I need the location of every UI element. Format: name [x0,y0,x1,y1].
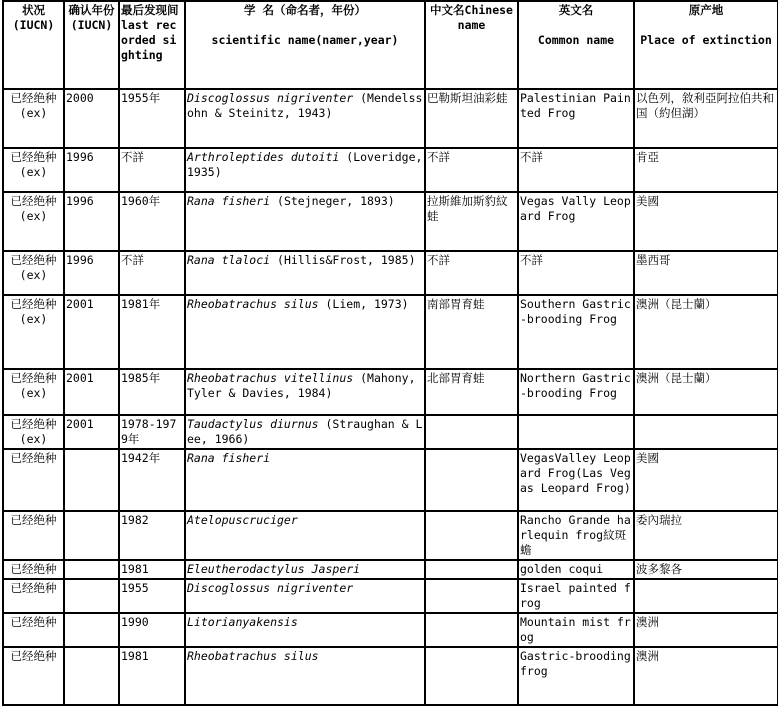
header-status: 状况 (IUCN) [3,1,64,89]
chinese-name-cell [425,415,518,449]
place-cell [634,415,778,449]
author-year: (Liem, 1973) [325,297,409,311]
common-name-cell: 不詳 [518,148,634,192]
place-cell: 以色列，敘利亞阿拉伯共和国（約但湖） [634,89,778,148]
chinese-name-cell: 南部胃育蛙 [425,295,518,369]
scientific-name-cell [185,251,425,295]
header-scientific-name: 学 名（命名者，年份） scientific name(namer,year) [185,1,425,89]
species-name: Rheobatrachus vitellinus [187,371,354,385]
table-row [3,613,778,647]
status-cell: 已经绝种 [3,560,64,579]
scientific-name-cell [185,579,425,613]
chinese-name-cell [425,647,518,705]
year-cell [64,560,119,579]
common-name-cell: Northern Gastric-brooding Frog [518,369,634,415]
species-name: Rheobatrachus silus [187,649,319,663]
table-row [3,295,778,369]
status-cell: 已经绝种 (ex) [3,369,64,415]
common-name-cell [518,415,634,449]
scientific-name-cell [185,449,425,511]
place-cell: 澳洲（昆士蘭） [634,295,778,369]
last-sighting-cell: 1942年 [119,449,185,511]
species-name: Rana tlaloci [187,253,271,267]
last-sighting-cell: 1960年 [119,192,185,251]
species-name: Rana fisheri [187,451,271,465]
status-cell: 已经绝种 [3,647,64,705]
table-row [3,511,778,560]
year-cell [64,647,119,705]
table-row [3,148,778,192]
chinese-name-cell: 巴勒斯坦油彩蛙 [425,89,518,148]
chinese-name-cell: 拉斯維加斯豹紋蛙 [425,192,518,251]
scientific-name-cell [185,647,425,705]
table-row [3,560,778,579]
status-cell: 已经绝种 [3,511,64,560]
author-year: (Mendelssohn & Steinitz, 1943) [187,91,423,120]
last-sighting-cell: 1955年 [119,89,185,148]
header-year: 确认年份 (IUCN) [64,1,119,89]
scientific-name-cell [185,369,425,415]
status-cell: 已经绝种 (ex) [3,148,64,192]
chinese-name-cell [425,511,518,560]
last-sighting-cell: 1982 [119,511,185,560]
table-row [3,251,778,295]
common-name-cell: Rancho Grande harlequin frog紋斑蟾 [518,511,634,560]
table-row [3,369,778,415]
place-cell: 委內瑞拉 [634,511,778,560]
table-row [3,449,778,511]
species-name: Discoglossus nigriventer [187,91,354,105]
header-row [3,1,778,89]
author-year: (Loveridge, 1935) [187,150,423,179]
header-last-sighting: 最后发现间last recorded sighting [119,1,185,89]
status-cell: 已经绝种 [3,449,64,511]
place-cell: 肯亞 [634,148,778,192]
place-cell: 澳洲 [634,613,778,647]
table-row [3,579,778,613]
species-name: Eleutherodactylus Jasperi [187,562,361,576]
year-cell: 2001 [64,369,119,415]
scientific-name-cell [185,192,425,251]
scientific-name-cell [185,148,425,192]
common-name-cell: Mountain mist frog [518,613,634,647]
table-row [3,647,778,705]
place-cell: 波多黎各 [634,560,778,579]
last-sighting-cell: 1981 [119,560,185,579]
species-name: Litorianyakensis [187,615,298,629]
last-sighting-cell: 1990 [119,613,185,647]
table-row [3,192,778,251]
last-sighting-cell: 1981年 [119,295,185,369]
year-cell: 2001 [64,295,119,369]
place-cell [634,579,778,613]
table-row [3,89,778,148]
common-name-cell: VegasValley Leopard Frog(Las Vegas Leopard Frog) [518,449,634,511]
author-year: (Mahony, Tyler & Davies, 1984) [187,371,416,400]
place-cell: 澳洲（昆士蘭） [634,369,778,415]
common-name-cell: 不詳 [518,251,634,295]
author-year: (Stejneger, 1893) [277,194,395,208]
year-cell [64,449,119,511]
species-name: Taudactylus diurnus [187,417,319,431]
header-common-name: 英文名 Common name [518,1,634,89]
species-name: Discoglossus nigriventer [187,581,354,595]
last-sighting-cell: 1955 [119,579,185,613]
last-sighting-cell: 1978-1979年 [119,415,185,449]
year-cell [64,613,119,647]
author-year: (Hillis&Frost, 1985) [277,253,416,267]
species-name: Rana fisheri [187,194,271,208]
scientific-name-cell [185,89,425,148]
status-cell: 已经绝种 (ex) [3,192,64,251]
common-name-cell: golden coqui [518,560,634,579]
extinct-frogs-table [2,0,778,706]
last-sighting-cell: 不詳 [119,251,185,295]
scientific-name-cell [185,295,425,369]
species-name: Arthroleptides dutoiti [187,150,340,164]
status-cell: 已经绝种 (ex) [3,89,64,148]
table-row [3,415,778,449]
place-cell: 墨西哥 [634,251,778,295]
species-name: Rheobatrachus silus [187,297,319,311]
last-sighting-cell: 1981 [119,647,185,705]
last-sighting-cell: 不詳 [119,148,185,192]
year-cell [64,579,119,613]
author-year: (Straughan & Lee, 1966) [187,417,423,446]
status-cell: 已经绝种 [3,579,64,613]
status-cell: 已经绝种 [3,613,64,647]
chinese-name-cell [425,449,518,511]
year-cell: 2001 [64,415,119,449]
chinese-name-cell: 不詳 [425,251,518,295]
year-cell: 1996 [64,251,119,295]
status-cell: 已经绝种 (ex) [3,251,64,295]
place-cell: 澳洲 [634,647,778,705]
chinese-name-cell: 不詳 [425,148,518,192]
common-name-cell: Gastric-brooding frog [518,647,634,705]
common-name-cell: Palestinian Painted Frog [518,89,634,148]
common-name-cell: Vegas Vally Leopard Frog [518,192,634,251]
common-name-cell: Southern Gastric-brooding Frog [518,295,634,369]
chinese-name-cell [425,560,518,579]
scientific-name-cell [185,415,425,449]
place-cell: 美國 [634,449,778,511]
chinese-name-cell [425,579,518,613]
scientific-name-cell [185,613,425,647]
year-cell [64,511,119,560]
status-cell: 已经绝种 (ex) [3,415,64,449]
status-cell: 已经绝种 (ex) [3,295,64,369]
header-place: 原产地 Place of extinction [634,1,778,89]
chinese-name-cell: 北部胃育蛙 [425,369,518,415]
common-name-cell: Israel painted frog [518,579,634,613]
species-name: Atelopuscruciger [187,513,298,527]
last-sighting-cell: 1985年 [119,369,185,415]
header-chinese-name: 中文名Chinesename [425,1,518,89]
year-cell: 1996 [64,148,119,192]
year-cell: 1996 [64,192,119,251]
year-cell: 2000 [64,89,119,148]
chinese-name-cell [425,613,518,647]
scientific-name-cell [185,560,425,579]
scientific-name-cell [185,511,425,560]
place-cell: 美國 [634,192,778,251]
